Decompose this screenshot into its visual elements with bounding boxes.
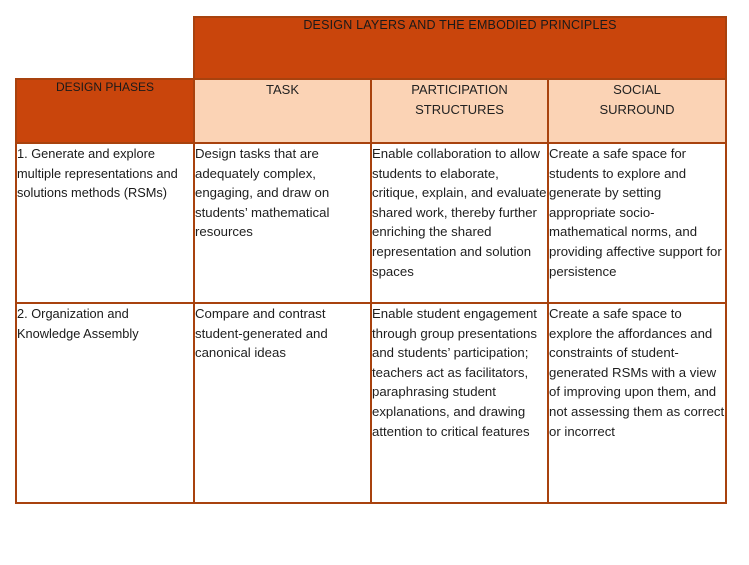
social-surround-cell: Create a safe space for students to explore and generate by setting appropriate socio-mathematical norms, and providing affective support for persistence xyxy=(548,143,726,303)
blank-corner-cell xyxy=(16,17,194,79)
task-column-header: TASK xyxy=(194,79,371,143)
social-surround-cell: Create a safe space to explore the affordances and constraints of student-generated RSMs with a view of improving upon them, and not assessing them as correct or incorrect xyxy=(548,303,726,503)
table-row xyxy=(16,143,726,303)
table-row xyxy=(16,303,726,503)
phase-cell: 1. Generate and explore multiple representations and solutions methods (RSMs) xyxy=(16,143,194,303)
task-cell: Compare and contrast student-generated and canonical ideas xyxy=(194,303,371,503)
task-cell: Design tasks that are adequately complex, engaging, and draw on students’ mathematical resources xyxy=(194,143,371,303)
social-surround-column-header: SOCIAL SURROUND xyxy=(548,79,726,143)
design-phases-header: DESIGN PHASES xyxy=(16,79,194,143)
participation-cell: Enable collaboration to allow students to elaborate, critique, explain, and evaluate shared work, thereby further enriching the shared representation and solution spaces xyxy=(371,143,548,303)
phase-cell: 2. Organization and Knowledge Assembly xyxy=(16,303,194,503)
participation-structures-column-header: PARTICIPATION STRUCTURES xyxy=(371,79,548,143)
layers-header-row xyxy=(16,17,726,79)
design-layers-table xyxy=(15,16,727,504)
participation-cell: Enable student engagement through group presentations and students’ participation; teachers act as facilitators, paraphrasing student explanations, and drawing attention to critical features xyxy=(371,303,548,503)
column-header-row xyxy=(16,79,726,143)
design-layers-header: DESIGN LAYERS AND THE EMBODIED PRINCIPLES xyxy=(194,17,726,79)
